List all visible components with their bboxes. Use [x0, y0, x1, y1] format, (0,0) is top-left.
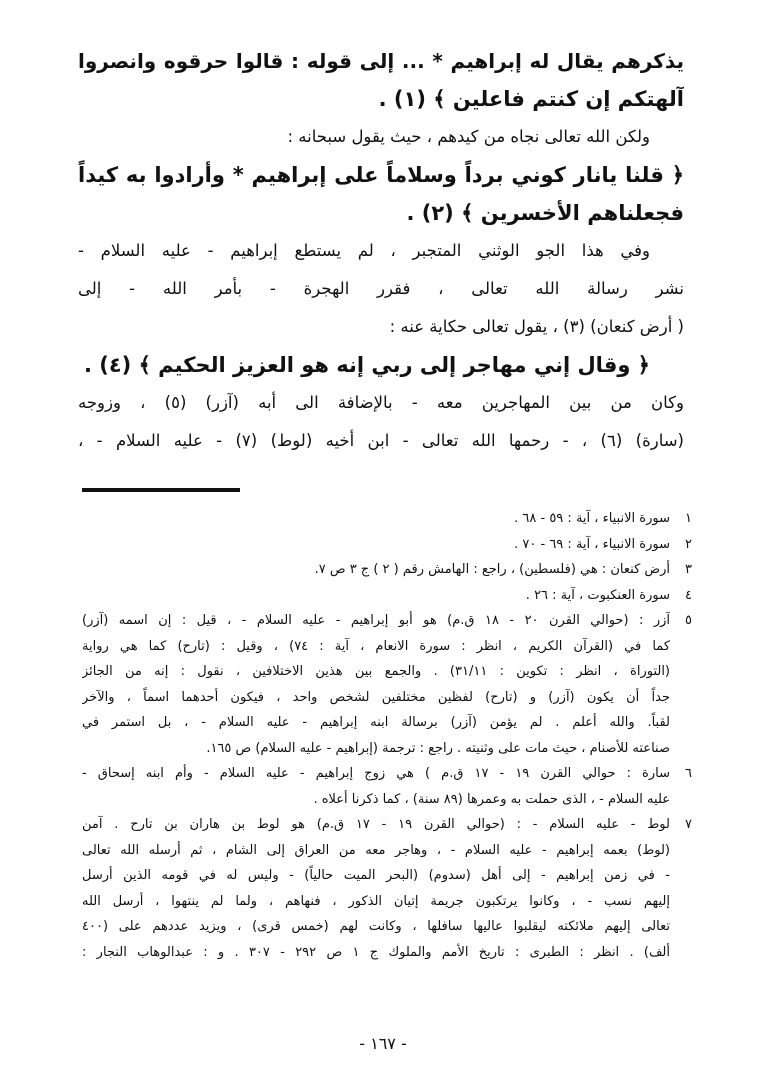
footnote-line: لوط - عليه السلام - : (حوالي القرن ١٩ - ١٧ ق.م) هو لوط بن هاران بن تارح . آمن — [82, 817, 670, 832]
footnote — [82, 557, 692, 583]
footnote-text — [82, 506, 670, 532]
footnote — [82, 761, 692, 812]
footnote-text — [82, 761, 670, 812]
text-line: يذكرهم يقال له إبراهيم * ... إلى قوله : قالوا حرقوه وانصروا — [78, 49, 684, 73]
footnote — [82, 532, 692, 558]
page-number: - ١٦٧ - — [359, 1034, 407, 1053]
main-text — [78, 42, 684, 460]
footnote-number: ١ — [685, 511, 692, 526]
footnote-text — [82, 812, 670, 965]
text-line: ( أرض كنعان) (٣) ، يقول تعالى حكاية عنه : — [389, 317, 684, 336]
text-line: نشر رسالة الله تعالى ، فقرر الهجرة - بأمر الله - إلى — [78, 279, 684, 298]
footnote-line: تعالى إليهم ملائكته ليقلبوا عاليها سافلها ، وكانت لهم (خمس قرى) ، ويزيد عددهم على (٤٠٠ — [82, 919, 670, 934]
footnote-separator — [82, 488, 240, 492]
text-line: ولكن الله تعالى نجاه من كيدهم ، حيث يقول سبحانه : — [287, 127, 650, 146]
footnote-number: ٥ — [685, 613, 692, 628]
footnote-line: إليهم نسب - ، وكانوا يرتكبون جريمة إتيان الذكور ، فنهاهم ، ولما لم ينتهوا ، أرسل الله — [82, 893, 670, 909]
text-line: ﴿ وقال إني مهاجر إلى ربي إنه هو العزيز الحكيم ﴾ (٤) . — [83, 353, 650, 377]
footnote-text — [82, 608, 670, 761]
text-line: فجعلناهم الأخسرين ﴾ (٢) . — [406, 201, 684, 225]
footnote-line: (التوراة ، انظر : تكوين : ٣١/١١) . والجمع بين هذين الاختلافين ، نقول : إنه من الجائز — [82, 664, 670, 679]
footnote-text — [82, 532, 670, 558]
footnote — [82, 812, 692, 965]
footnote-number: ٦ — [685, 766, 692, 781]
footnote-line: أرض كنعان : هي (فلسطين) ، راجع : الهامش رقم ( ٢ ) ج ٣ ص ٧. — [314, 562, 670, 577]
footnote-number: ٧ — [685, 817, 692, 832]
footnote — [82, 506, 692, 532]
footnote-line: - في زمن إبراهيم - إلى أهل (سدوم) (البحر الميت حالياً) - وليس له في قومه الذين أرسل — [82, 868, 670, 883]
footnote-line: لقباً. والله أعلم . لم يؤمن (آزر) برسالة ابنه إبراهيم - عليه السلام - ، بل استمر في — [82, 715, 670, 730]
footnotes — [82, 506, 692, 965]
text-line: وكان من بين المهاجرين معه - بالإضافة الى أبه (آزر) (٥) ، وزوجه — [78, 393, 684, 412]
footnote-line: (لوط) بعمه إبراهيم - عليه السلام - ، وهاجر معه من العراق إلى الشام ، ثم أرسله الله تعالى — [82, 842, 670, 858]
footnote-line: صناعته للأصنام ، حيث مات على وثنيته . راجع : ترجمة (إبراهيم - عليه السلام) ص ١٦٥. — [206, 740, 670, 756]
footnote-line: عليه السلام - ، الذى حملت به وعمرها (٨٩ سنة) ، كما ذكرنا أعلاه . — [313, 791, 670, 807]
text-line: آلهتكم إن كنتم فاعلين ﴾ (١) . — [378, 87, 684, 111]
footnote-line: سارة : حوالي القرن ١٩ - ١٧ ق.م ) هي زوج إبراهيم - عليه السلام - وأم ابنه إسحاق - — [82, 766, 670, 781]
footnote-line: كما في (القرآن الكريم ، انظر : سورة الانعام ، آية : ٧٤) ، وقيل : (تارح) كما هي رواية — [82, 638, 670, 654]
text-line: وفي هذا الجو الوثني المتجبر ، لم يستطع إبراهيم - عليه السلام - — [78, 241, 650, 260]
footnote-text — [82, 583, 670, 609]
footnote-number: ٣ — [685, 562, 692, 577]
footnote-number: ٤ — [685, 587, 692, 603]
footnote-line: آزر : (حوالي القرن ٢٠ - ١٨ ق.م) هو أبو إبراهيم - عليه السلام - ، قيل : إن اسمه (آزر) — [82, 613, 670, 628]
footnote-line: سورة الانبياء ، آية : ٦٩ - ٧٠ . — [514, 536, 670, 552]
footnote-line: ألف) . انظر : الطبرى : تاريخ الأمم والملوك ج ١ ص ٢٩٢ - ٣٠٧ . و : عبدالوهاب النجار : — [82, 944, 670, 960]
footnote-text — [82, 557, 670, 583]
footnote-line: سورة الانبياء ، آية : ٥٩ - ٦٨ . — [514, 511, 670, 526]
footnote-line: سورة العنكبوت ، آية : ٢٦ . — [525, 587, 670, 603]
footnote — [82, 608, 692, 761]
footnote — [82, 583, 692, 609]
footnote-line: جداً أن يكون (آزر) و (تارح) لفظين مختلفين لشخص واحد ، فيكون أحدهما اسماً ، والآخر — [82, 689, 670, 705]
text-line: ﴿ قلنا يانار كوني برداً وسلاماً على إبراهيم * وأرادوا به كيداً — [78, 163, 684, 187]
text-line: (سارة) (٦) ، - رحمها الله تعالى - ابن أخيه (لوط) (٧) - عليه السلام - ، — [78, 431, 684, 450]
footnote-number: ٢ — [685, 536, 692, 552]
